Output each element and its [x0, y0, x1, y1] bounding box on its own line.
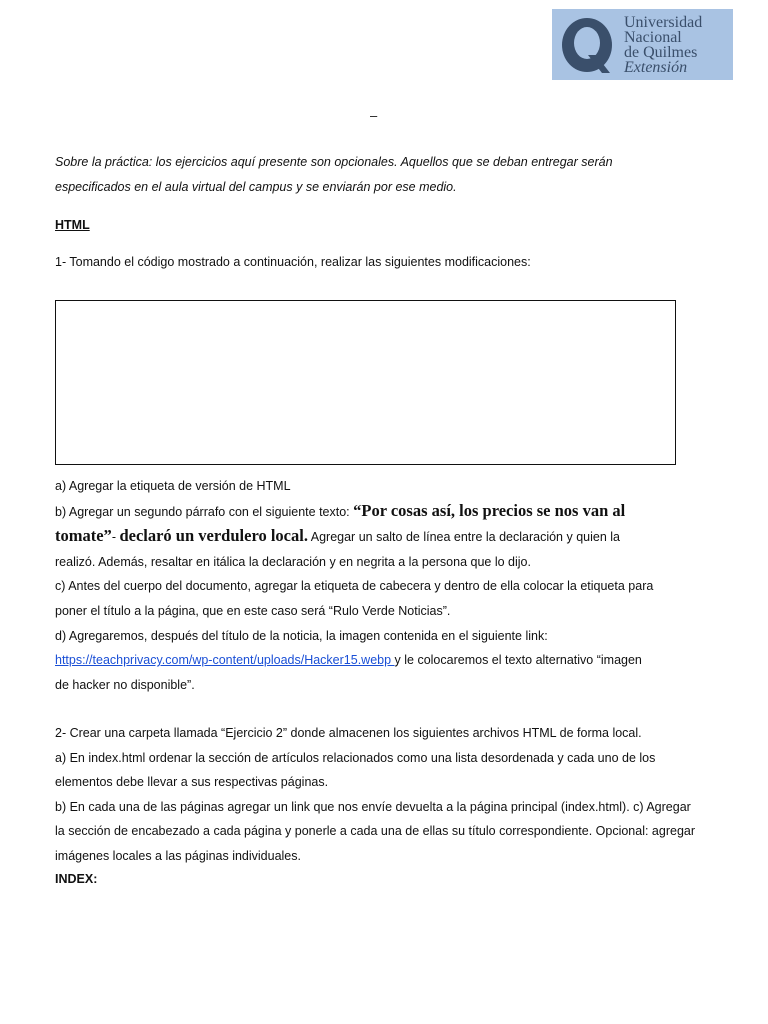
item-b-dash: - — [111, 530, 120, 545]
hacker-image-link[interactable]: https://teachprivacy.com/wp-content/uploads/Hacker15.webp — [55, 653, 395, 668]
exercise-2-item-b-line-3: imágenes locales a las páginas individuales. — [55, 848, 301, 863]
exercise-1-intro: 1- Tomando el código mostrado a continuación, realizar las siguientes modificaciones: — [55, 255, 531, 269]
exercise-2-item-b-line-2: la sección de encabezado a cada página y ponerle a cada una de ellas su título correspondiente. Opcional: agregar — [55, 824, 696, 839]
item-b-quote-1: “Por cosas así, los precios se nos van al — [353, 500, 626, 520]
exercise-1-item-d-line-1: d) Agregaremos, después del título de la noticia, la imagen contenida en el siguiente link: — [55, 628, 548, 643]
intro-line-1: Sobre la práctica: los ejercicios aquí presente son opcionales. Aquellos que se deban entregar serán — [55, 155, 613, 169]
item-d-after-link: y le colocaremos el texto alternativo “imagen — [394, 653, 642, 668]
title-dash: – — [370, 108, 378, 123]
exercise-2-item-b-line-1: b) En cada una de las páginas agregar un link que nos envíe devuelta a la página principal (index.html). c) Agregar — [55, 799, 691, 814]
intro-line-2: especificados en el aula virtual del campus y se enviarán por ese medio. — [55, 180, 457, 194]
exercise-1-item-c-line-2: poner el título a la página, que en este caso será “Rulo Verde Noticias”. — [55, 603, 451, 618]
exercise-1-item-b-line-3: realizó. Además, resaltar en itálica la declaración y en negrita a la persona que lo dijo. — [55, 554, 531, 569]
quilmes-q-logo-icon — [558, 15, 618, 75]
item-b-start: b) Agregar un segundo párrafo con el siguiente texto: — [55, 504, 354, 519]
exercise-2-item-a-line-2: elementos debe llevar a sus respectivas páginas. — [55, 775, 329, 790]
exercise-2-intro: 2- Crear una carpeta llamada “Ejercicio 2” donde almacenen los siguientes archivos HTML de forma local. — [55, 726, 642, 740]
exercise-1-item-d-line-2 — [55, 648, 715, 673]
item-b-rest-1: Agregar un salto de línea entre la declaración y quien la — [307, 530, 620, 545]
logo-line-3: de Quilmes — [624, 43, 698, 61]
logo-text — [624, 15, 702, 75]
logo-line-2: Nacional — [624, 28, 682, 46]
exercise-1-items — [55, 474, 715, 697]
section-heading: HTML — [55, 218, 90, 232]
exercise-1-item-a: a) Agregar la etiqueta de versión de HTML — [55, 479, 291, 493]
exercise-1-item-c-line-1: c) Antes del cuerpo del documento, agregar la etiqueta de cabecera y dentro de ella colocar la etiqueta para — [55, 579, 654, 594]
exercise-2-item-a-line-1: a) En index.html ordenar la sección de artículos relacionados como una lista desordenada y cada uno de los — [55, 750, 656, 765]
logo-line-4: Extensión — [624, 58, 688, 76]
exercise-2-items — [55, 721, 725, 869]
intro-paragraph — [55, 150, 655, 200]
exercise-1-item-d-line-3: de hacker no disponible”. — [55, 677, 195, 692]
exercise-1-item-b-line-2 — [55, 524, 715, 550]
logo-line-1: Universidad — [624, 13, 703, 31]
university-logo — [552, 9, 733, 80]
item-b-quote-2: tomate” — [55, 526, 112, 546]
item-b-quote-3: declaró un verdulero local. — [119, 526, 308, 546]
exercise-1-item-b-line-1 — [55, 499, 715, 525]
index-label: INDEX: — [55, 872, 98, 886]
code-placeholder-box — [55, 300, 676, 465]
